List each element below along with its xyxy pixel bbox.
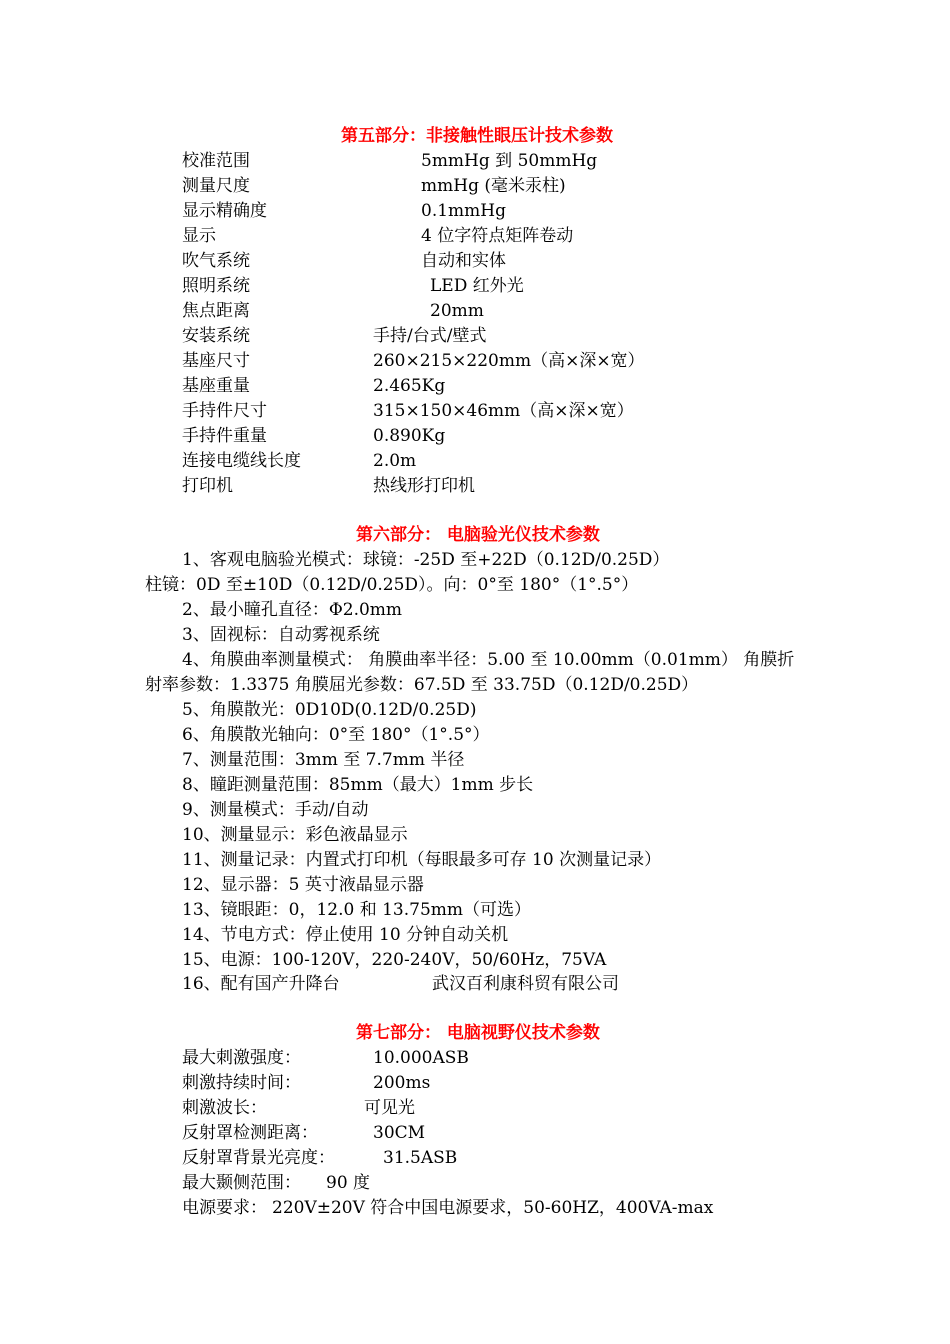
section5-title: 第五部分：非接触性眼压计技术参数 xyxy=(341,126,613,146)
spec-label: 电源要求： xyxy=(182,1198,267,1218)
spec-label: 最大颞侧范围： xyxy=(182,1173,301,1193)
spec-value: 315×150×46mm（高×深×宽） xyxy=(373,401,634,421)
spec-value: 10.000ASB xyxy=(373,1048,469,1068)
spec-value: 可见光 xyxy=(364,1098,415,1118)
spec-label: 手持件重量 xyxy=(182,426,267,446)
spec-value: 31.5ASB xyxy=(383,1148,458,1168)
spec-value: 200ms xyxy=(373,1073,431,1093)
spec-label: 反射罩背景光亮度： xyxy=(182,1148,335,1168)
spec-value: 2.465Kg xyxy=(373,376,446,396)
spec-label: 照明系统 xyxy=(182,276,250,296)
spec-value: 30CM xyxy=(373,1123,426,1143)
spec-value: 0.1mmHg xyxy=(421,201,506,221)
spec-label: 显示精确度 xyxy=(182,201,267,221)
spec-value: 热线形打印机 xyxy=(373,476,475,496)
spec-line: 5、角膜散光：0D10D(0.12D/0.25D) xyxy=(182,700,477,720)
spec-value: 260×215×220mm（高×深×宽） xyxy=(373,351,645,371)
company-name: 武汉百利康科贸有限公司 xyxy=(432,974,619,994)
spec-line: 3、固视标：自动雾视系统 xyxy=(182,625,380,645)
spec-label: 最大刺激强度： xyxy=(182,1048,301,1068)
section6-title: 第六部分： 电脑验光仪技术参数 xyxy=(356,525,600,545)
spec-line: 15、电源：100-120V，220-240V，50/60Hz，75VA xyxy=(182,950,607,970)
spec-value: 2.0m xyxy=(373,451,417,471)
spec-line: 柱镜：0D 至±10D（0.12D/0.25D）。向：0°至 180°（1°.5°） xyxy=(145,575,639,595)
spec-line: 8、瞳距测量范围：85mm（最大）1mm 步长 xyxy=(182,775,534,795)
spec-label: 吹气系统 xyxy=(182,251,250,271)
spec-value: mmHg (毫米汞柱) xyxy=(421,176,566,196)
spec-value: 0.890Kg xyxy=(373,426,446,446)
spec-label: 安装系统 xyxy=(182,326,250,346)
spec-label: 焦点距离 xyxy=(182,301,250,321)
section7-title: 第七部分： 电脑视野仪技术参数 xyxy=(356,1023,600,1043)
spec-label: 基座重量 xyxy=(182,376,250,396)
spec-line: 2、最小瞳孔直径：Φ2.0mm xyxy=(182,600,403,620)
spec-value: 自动和实体 xyxy=(421,251,506,271)
spec-value: 220V±20V 符合中国电源要求，50-60HZ，400VA-max xyxy=(272,1198,714,1218)
spec-line: 6、角膜散光轴向：0°至 180°（1°.5°） xyxy=(182,725,490,745)
spec-line: 11、测量记录：内置式打印机（每眼最多可存 10 次测量记录） xyxy=(182,850,662,870)
spec-label: 反射罩检测距离： xyxy=(182,1123,318,1143)
spec-line: 10、测量显示：彩色液晶显示 xyxy=(182,825,408,845)
spec-label: 测量尺度 xyxy=(182,176,250,196)
spec-label: 校准范围 xyxy=(182,151,250,171)
spec-label: 基座尺寸 xyxy=(182,351,250,371)
spec-value: 90 度 xyxy=(326,1173,371,1193)
spec-line: 12、显示器：5 英寸液晶显示器 xyxy=(182,875,424,895)
spec-line: 9、测量模式：手动/自动 xyxy=(182,800,369,820)
spec-value: 5mmHg 到 50mmHg xyxy=(421,151,598,171)
spec-line: 4、角膜曲率测量模式： 角膜曲率半径：5.00 至 10.00mm（0.01mm） 角膜折 xyxy=(182,650,795,670)
spec-value: 4 位字符点矩阵卷动 xyxy=(421,226,574,246)
spec-value: 手持/台式/壁式 xyxy=(373,326,487,346)
spec-label: 手持件尺寸 xyxy=(182,401,267,421)
spec-label: 打印机 xyxy=(182,476,233,496)
spec-label: 刺激波长： xyxy=(182,1098,267,1118)
spec-line: 13、镜眼距：0，12.0 和 13.75mm（可选） xyxy=(182,900,532,920)
spec-value: LED 红外光 xyxy=(430,276,524,296)
spec-line: 7、测量范围：3mm 至 7.7mm 半径 xyxy=(182,750,465,770)
spec-line: 1、客观电脑验光模式：球镜：-25D 至+22D（0.12D/0.25D） xyxy=(182,550,670,570)
spec-label: 显示 xyxy=(182,226,216,246)
spec-value: 20mm xyxy=(430,301,484,321)
spec-line: 16、配有国产升降台 xyxy=(182,974,340,994)
spec-label: 刺激持续时间： xyxy=(182,1073,301,1093)
spec-line: 14、节电方式：停止使用 10 分钟自动关机 xyxy=(182,925,509,945)
spec-label: 连接电缆线长度 xyxy=(182,451,301,471)
spec-line: 射率参数：1.3375 角膜屈光参数：67.5D 至 33.75D（0.12D/0.25D） xyxy=(145,675,699,695)
